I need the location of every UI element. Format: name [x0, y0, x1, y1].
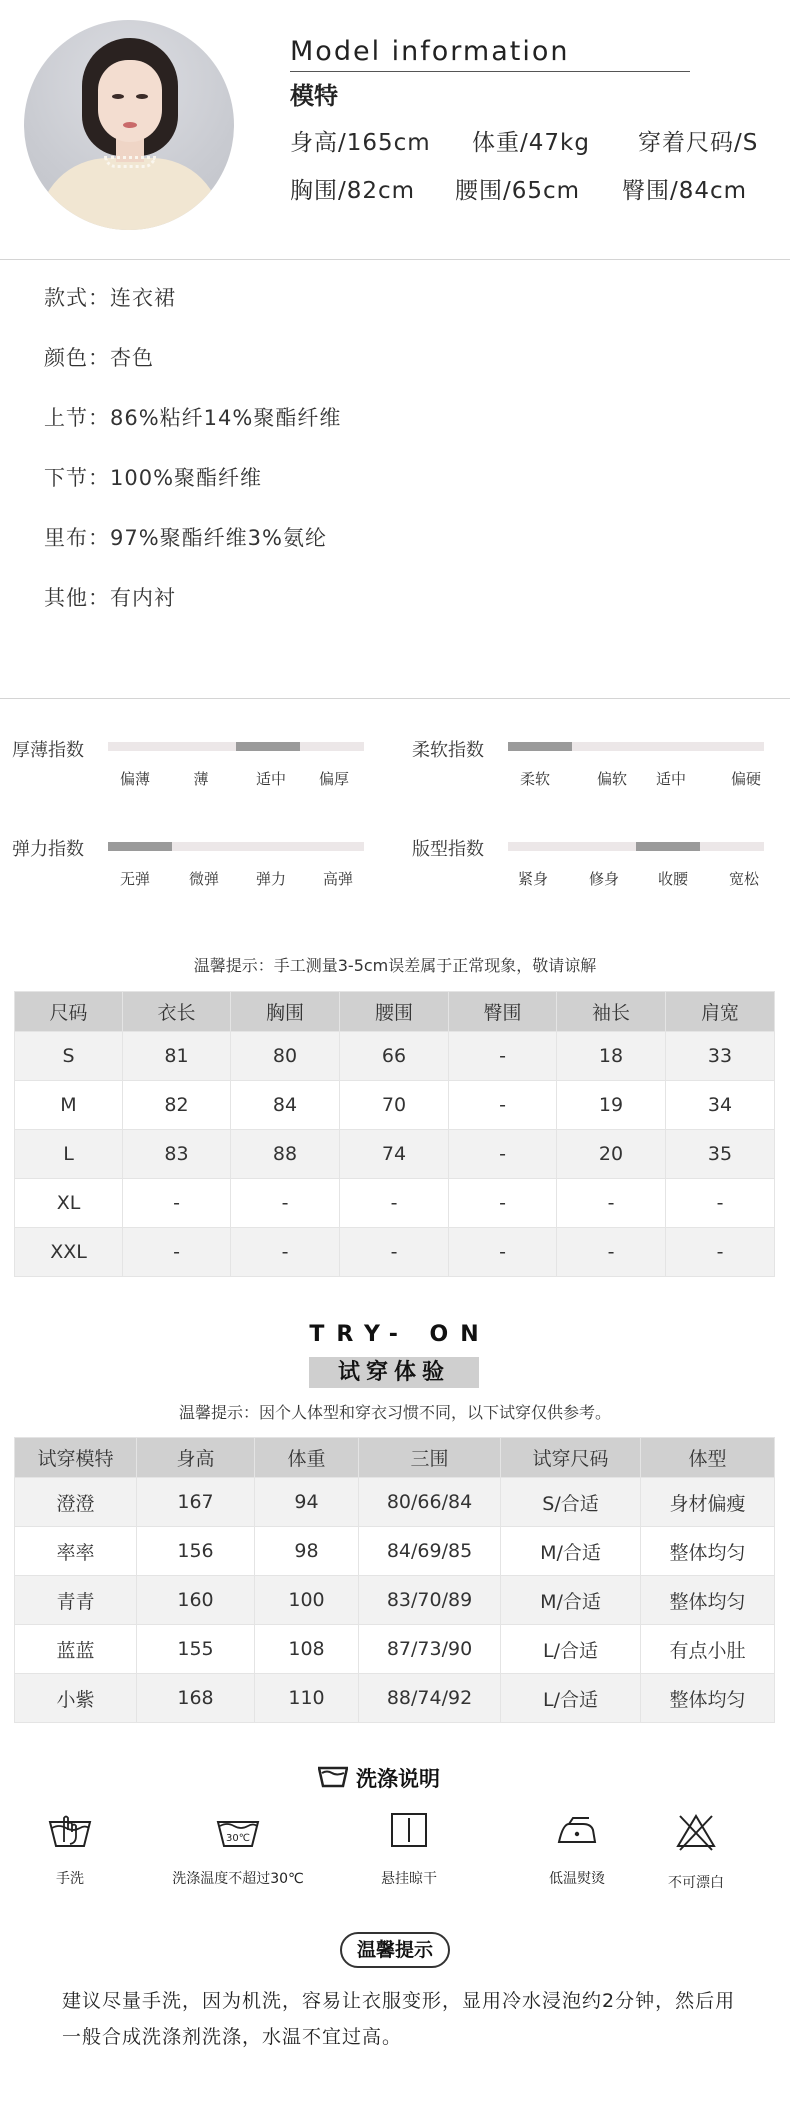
- wash-label: 洗涤温度不超过30℃: [172, 1871, 304, 1887]
- table-cell: 83: [123, 1130, 231, 1179]
- index-option: 薄: [193, 770, 209, 788]
- table-cell: -: [123, 1228, 231, 1277]
- table-cell: 19: [557, 1081, 666, 1130]
- index-option: 宽松: [728, 870, 760, 888]
- softness-index-label: 柔软指数: [412, 740, 484, 761]
- table-header-cell: 衣长: [123, 992, 231, 1032]
- table-cell: 整体均匀: [641, 1527, 775, 1576]
- table-header-cell: 肩宽: [666, 992, 775, 1032]
- fit-index-label: 版型指数: [412, 839, 484, 860]
- table-header-cell: 身高: [137, 1438, 255, 1478]
- softness-index-bar: [508, 742, 764, 751]
- table-cell: -: [449, 1032, 557, 1081]
- table-cell: 155: [137, 1625, 255, 1674]
- model-weight: 体重/47kg: [472, 130, 590, 156]
- wash-label: 低温熨烫: [549, 1871, 605, 1887]
- section-divider: [0, 259, 790, 260]
- model-avatar: [24, 20, 234, 230]
- table-row: [15, 1674, 775, 1723]
- table-cell: 94: [255, 1478, 359, 1527]
- table-cell: 80/66/84: [359, 1478, 501, 1527]
- elasticity-index-bar: [108, 842, 364, 851]
- wash-label: 悬挂晾干: [381, 1871, 437, 1887]
- table-cell: 81: [123, 1032, 231, 1081]
- table-cell: 澄澄: [15, 1478, 137, 1527]
- tryon-title: TRY- ON: [309, 1322, 491, 1347]
- elasticity-index-fill: [108, 842, 172, 851]
- table-cell: XXL: [15, 1228, 123, 1277]
- wash-30-icon-text: 30℃: [226, 1833, 250, 1844]
- table-row: [15, 1228, 775, 1277]
- no-bleach-icon: [606, 1812, 786, 1852]
- table-cell: -: [557, 1228, 666, 1277]
- wash-basin-icon: [318, 1766, 348, 1792]
- table-cell: 84: [231, 1081, 340, 1130]
- table-row: [15, 1576, 775, 1625]
- table-cell: 167: [137, 1478, 255, 1527]
- table-cell: 身材偏瘦: [641, 1478, 775, 1527]
- wash-30-icon: [148, 1812, 328, 1848]
- fit-index-fill: [636, 842, 700, 851]
- tryon-note: 温馨提示：因个人体型和穿衣习惯不同，以下试穿仅供参考。: [178, 1403, 611, 1422]
- table-cell: 小紫: [15, 1674, 137, 1723]
- model-title-rule: [290, 71, 690, 72]
- wash-item-temperature: [148, 1812, 328, 1888]
- table-header-cell: 试穿尺码: [501, 1438, 641, 1478]
- softness-index-fill: [508, 742, 572, 751]
- tips-text: 建议尽量手洗，因为机洗，容易让衣服变形，显用冷水浸泡约2分钟，然后用一般合成洗涤剂洗涤，水温不宜过高。: [62, 1990, 736, 2048]
- model-height: 身高/165cm: [290, 130, 431, 156]
- table-header-row: [15, 992, 775, 1032]
- table-cell: -: [231, 1228, 340, 1277]
- wash-item-bleach: [606, 1812, 786, 1892]
- size-table: [14, 991, 775, 1277]
- table-header-cell: 体型: [641, 1438, 775, 1478]
- table-cell: 88: [231, 1130, 340, 1179]
- table-header-cell: 袖长: [557, 992, 666, 1032]
- table-cell: 80: [231, 1032, 340, 1081]
- index-option: 偏硬: [730, 770, 762, 788]
- model-waist: 腰围/65cm: [455, 178, 581, 204]
- index-option: 偏薄: [119, 770, 151, 788]
- model-subtitle: 模特: [290, 82, 338, 110]
- fit-index-bar: [508, 842, 764, 851]
- table-cell: 率率: [15, 1527, 137, 1576]
- wash-label: 手洗: [56, 1871, 84, 1887]
- table-header-row: [15, 1438, 775, 1478]
- table-cell: M/合适: [501, 1576, 641, 1625]
- model-info-title: Model information: [290, 36, 570, 67]
- table-cell: 156: [137, 1527, 255, 1576]
- table-cell: M/合适: [501, 1527, 641, 1576]
- model-size: 穿着尺码/S: [638, 130, 759, 156]
- spec-style: 款式：连衣裙: [44, 286, 176, 310]
- table-cell: 82: [123, 1081, 231, 1130]
- index-option: 柔软: [519, 770, 551, 788]
- table-cell: -: [449, 1228, 557, 1277]
- table-cell: L/合适: [501, 1674, 641, 1723]
- table-cell: L: [15, 1130, 123, 1179]
- elasticity-index-label: 弹力指数: [12, 839, 84, 860]
- table-cell: -: [449, 1130, 557, 1179]
- table-header-cell: 腰围: [340, 992, 449, 1032]
- table-cell: 整体均匀: [641, 1674, 775, 1723]
- table-row: [15, 1527, 775, 1576]
- index-option: 高弹: [322, 870, 354, 888]
- thickness-index-label: 厚薄指数: [12, 740, 84, 761]
- model-bust: 胸围/82cm: [290, 178, 416, 204]
- table-cell: 青青: [15, 1576, 137, 1625]
- thickness-index-fill: [236, 742, 300, 751]
- table-header-cell: 体重: [255, 1438, 359, 1478]
- table-cell: -: [449, 1081, 557, 1130]
- model-hip: 臀围/84cm: [622, 178, 748, 204]
- fit-index-options: [508, 868, 764, 888]
- size-table-note: 温馨提示：手工测量3-5cm误差属于正常现象，敬请谅解: [193, 956, 597, 975]
- index-option: 弹力: [255, 870, 287, 888]
- table-cell: -: [231, 1179, 340, 1228]
- table-cell: 84/69/85: [359, 1527, 501, 1576]
- table-cell: L/合适: [501, 1625, 641, 1674]
- table-row: [15, 1478, 775, 1527]
- table-cell: 70: [340, 1081, 449, 1130]
- table-cell: -: [340, 1179, 449, 1228]
- table-row: [15, 1081, 775, 1130]
- hang-dry-icon: [319, 1812, 499, 1848]
- table-cell: XL: [15, 1179, 123, 1228]
- table-cell: -: [666, 1179, 775, 1228]
- washing-title: 洗涤说明: [356, 1767, 440, 1791]
- table-cell: 87/73/90: [359, 1625, 501, 1674]
- wash-item-hand: [0, 1812, 160, 1888]
- wash-item-hang: [319, 1812, 499, 1888]
- table-cell: 33: [666, 1032, 775, 1081]
- index-option: 微弹: [188, 870, 220, 888]
- tryon-subtitle: 试穿体验: [309, 1357, 479, 1388]
- index-option: 无弹: [119, 870, 151, 888]
- index-option: 修身: [588, 870, 620, 888]
- table-cell: 蓝蓝: [15, 1625, 137, 1674]
- table-cell: 83/70/89: [359, 1576, 501, 1625]
- spec-upper-fabric: 上节：86%粘纤14%聚酯纤维: [44, 406, 342, 430]
- index-option: 适中: [255, 770, 287, 788]
- spec-lower-fabric: 下节：100%聚酯纤维: [44, 466, 263, 490]
- table-header-cell: 三围: [359, 1438, 501, 1478]
- table-header-cell: 试穿模特: [15, 1438, 137, 1478]
- table-row: [15, 1625, 775, 1674]
- table-cell: 110: [255, 1674, 359, 1723]
- table-cell: -: [666, 1228, 775, 1277]
- index-option: 收腰: [657, 870, 689, 888]
- table-cell: 88/74/92: [359, 1674, 501, 1723]
- table-cell: 有点小肚: [641, 1625, 775, 1674]
- table-cell: 整体均匀: [641, 1576, 775, 1625]
- table-cell: 108: [255, 1625, 359, 1674]
- table-row: [15, 1130, 775, 1179]
- elasticity-index-options: [108, 868, 364, 888]
- tryon-table: [14, 1437, 775, 1723]
- table-cell: 34: [666, 1081, 775, 1130]
- thickness-index-bar: [108, 742, 364, 751]
- softness-index-options: [508, 768, 764, 788]
- table-cell: 18: [557, 1032, 666, 1081]
- table-cell: 98: [255, 1527, 359, 1576]
- tips-title: 温馨提示: [340, 1932, 450, 1968]
- table-cell: 20: [557, 1130, 666, 1179]
- thickness-index-options: [108, 768, 364, 788]
- table-header-cell: 尺码: [15, 992, 123, 1032]
- table-cell: -: [340, 1228, 449, 1277]
- wash-label: 不可漂白: [668, 1875, 724, 1891]
- spec-color: 颜色：杏色: [44, 346, 154, 370]
- table-row: [15, 1179, 775, 1228]
- index-option: 偏厚: [318, 770, 350, 788]
- table-cell: -: [449, 1179, 557, 1228]
- table-cell: 168: [137, 1674, 255, 1723]
- table-cell: S: [15, 1032, 123, 1081]
- index-option: 偏软: [596, 770, 628, 788]
- table-cell: 74: [340, 1130, 449, 1179]
- spec-other: 其他：有内衬: [44, 586, 176, 610]
- table-cell: M: [15, 1081, 123, 1130]
- table-cell: -: [123, 1179, 231, 1228]
- section-divider: [0, 698, 790, 699]
- table-cell: 100: [255, 1576, 359, 1625]
- table-cell: 35: [666, 1130, 775, 1179]
- table-cell: -: [557, 1179, 666, 1228]
- spec-lining: 里布：97%聚酯纤维3%氨纶: [44, 526, 327, 550]
- table-cell: S/合适: [501, 1478, 641, 1527]
- hand-wash-icon: [0, 1812, 160, 1848]
- table-header-cell: 臀围: [449, 992, 557, 1032]
- index-option: 紧身: [517, 870, 549, 888]
- table-cell: 66: [340, 1032, 449, 1081]
- table-header-cell: 胸围: [231, 992, 340, 1032]
- index-option: 适中: [655, 770, 687, 788]
- table-cell: 160: [137, 1576, 255, 1625]
- model-info-section: [0, 0, 790, 260]
- table-row: [15, 1032, 775, 1081]
